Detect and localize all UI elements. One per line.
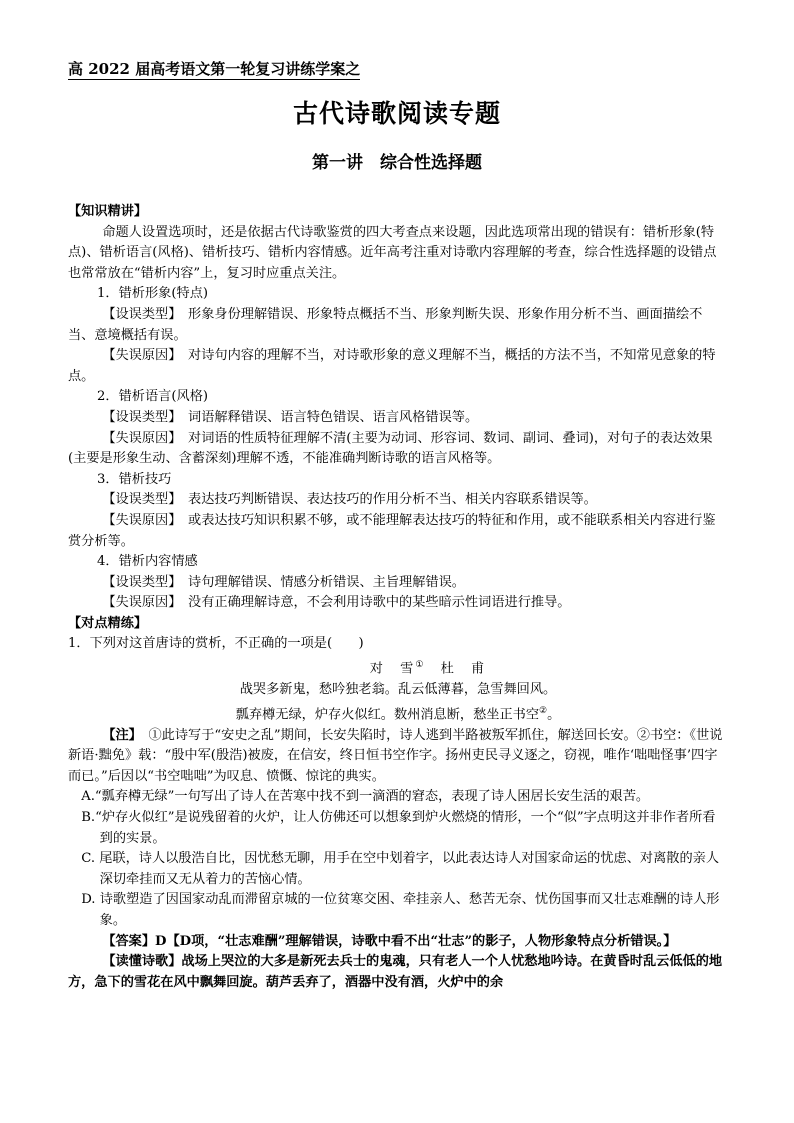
poem-explanation: 【读懂诗歌】战场上哭泣的大多是新死去兵士的鬼魂，只有老人一个人忧愁地吟诗。在黄昏时乱云低低的地方，急下的雪花在风中飘舞回旋。葫芦丢弃了，酒器中没有酒，火炉中的余 <box>68 954 723 990</box>
answer-text: 【答案】D【D项，“壮志难酬”理解错误，诗歌中看不出“壮志”的影子，人物形象特点分析错误。】 <box>102 933 677 949</box>
poem-title-line <box>68 655 728 680</box>
option-d: D. 诗歌塑造了因国家动乱而滞留京城的一位贫寒交困、牵挂亲人、愁苦无奈、忧伤国事而又壮志难酬的诗人形象。 <box>81 892 720 928</box>
practice-heading: 【对点精练】 <box>68 615 148 631</box>
item-title: 4．错析内容情感 <box>97 554 198 570</box>
poem-line-end: 。 <box>547 707 561 723</box>
item-title: 2．错析语言(风格) <box>97 389 209 405</box>
option-b: B.“炉存火似红”是说残留着的火炉，让人仿佛还可以想象到炉火燃烧的情形，一个“似”字点明这并非作者所看到的实景。 <box>81 810 716 846</box>
poem-note <box>68 726 728 788</box>
item-reason: 【失误原因】 对诗句内容的理解不当，对诗歌形象的意义理解不当，概括的方法不当，不知常见意象的特点。 <box>68 348 716 384</box>
document-title: 古代诗歌阅读专题 <box>292 99 501 128</box>
poem-line: 战哭多新鬼，愁吟独老翁。乱云低薄暮，急雪舞回风。 <box>239 682 557 698</box>
poem-title: 对 雪 <box>369 661 416 677</box>
poem-line-mark: ② <box>539 705 548 716</box>
poem-note-mark: ① <box>415 660 426 671</box>
item-reason: 【失误原因】 没有正确理解诗意，不会利用诗歌中的某些暗示性词语进行推导。 <box>102 595 571 611</box>
item-reason: 【失误原因】 对词语的性质特征理解不清(主要为动词、形容词、数词、副词、叠词)，对句子的表达效果(主要是形象生动、含蓄深刻)理解不透，不能准确判断诗歌的语言风格等。 <box>68 430 713 467</box>
knowledge-heading: 【知识精讲】 <box>68 204 148 219</box>
item-type: 【设误类型】 词语解释错误、语言特色错误、语言风格错误等。 <box>102 409 479 425</box>
option-c: C. 尾联，诗人以殷浩自比，因忧愁无聊，用手在空中划着字，以此表达诗人对国家命运的忧虑、对离散的亲人深切牵挂而又无从着力的苦恼心情。 <box>81 851 720 887</box>
item-reason: 【失误原因】 或表达技巧知识积累不够，或不能理解表达技巧的特征和作用，或不能联系相关内容进行鉴赏分析等。 <box>68 512 716 549</box>
note-text: ①此诗写于“安史之乱”期间，长安失陷时，诗人逃到半路被叛军抓住，解送回长安。②书空：《世说新语·黜免》载：“殷中军(殷浩)被废，在信安，终日恒书空作字。扬州吏民寻义逐之，窃视，唯作‘咄咄怪事’四字而已。”后因以“书空咄咄”为叹息、愤慨、惊诧的典实。 <box>68 727 723 784</box>
lecture-subtitle: 第一讲 综合性选择题 <box>312 153 482 173</box>
question-stem: 1．下列对这首唐诗的赏析，不正确的一项是( ) <box>68 636 364 652</box>
document-header: 高 2022 届高考语文第一轮复习讲练学案之 <box>68 60 361 78</box>
poem-author: 杜 甫 <box>425 661 487 677</box>
poem-line-text: 瓢弃樽无绿，炉存火似红。数州消息断，愁坐正书空 <box>235 707 540 723</box>
document-body <box>68 202 728 993</box>
item-title: 1．错析形象(特点) <box>97 286 209 302</box>
item-type: 【设误类型】 形象身份理解错误、形象特点概括不当、形象判断失误、形象作用分析不当、画面描绘不当、意境概括有误。 <box>68 306 703 343</box>
item-type: 【设误类型】 表达技巧判断错误、表达技巧的作用分析不当、相关内容联系错误等。 <box>102 492 597 508</box>
item-type: 【设误类型】 诗句理解错误、情感分析错误、主旨理解错误。 <box>102 574 465 590</box>
poem-line <box>68 701 728 726</box>
note-label: 【注】 <box>102 727 136 743</box>
option-a: A.“瓢弃樽无绿”一句写出了诗人在苦寒中找不到一滴酒的窘态，表现了诗人困居长安生活的艰苦。 <box>81 789 650 805</box>
item-title: 3．错析技巧 <box>97 471 172 487</box>
knowledge-intro: 命题人设置选项时，还是依据古代诗歌鉴赏的四大考查点来设题，因此选项常出现的错误有：错析形象(特点)、错析语言(风格)、错析技巧、错析内容情感。近年高考注重对诗歌内容理解的考查，综合性选择题的设错点也常常放在“错析内容”上，复习时应重点关注。 <box>68 224 717 281</box>
